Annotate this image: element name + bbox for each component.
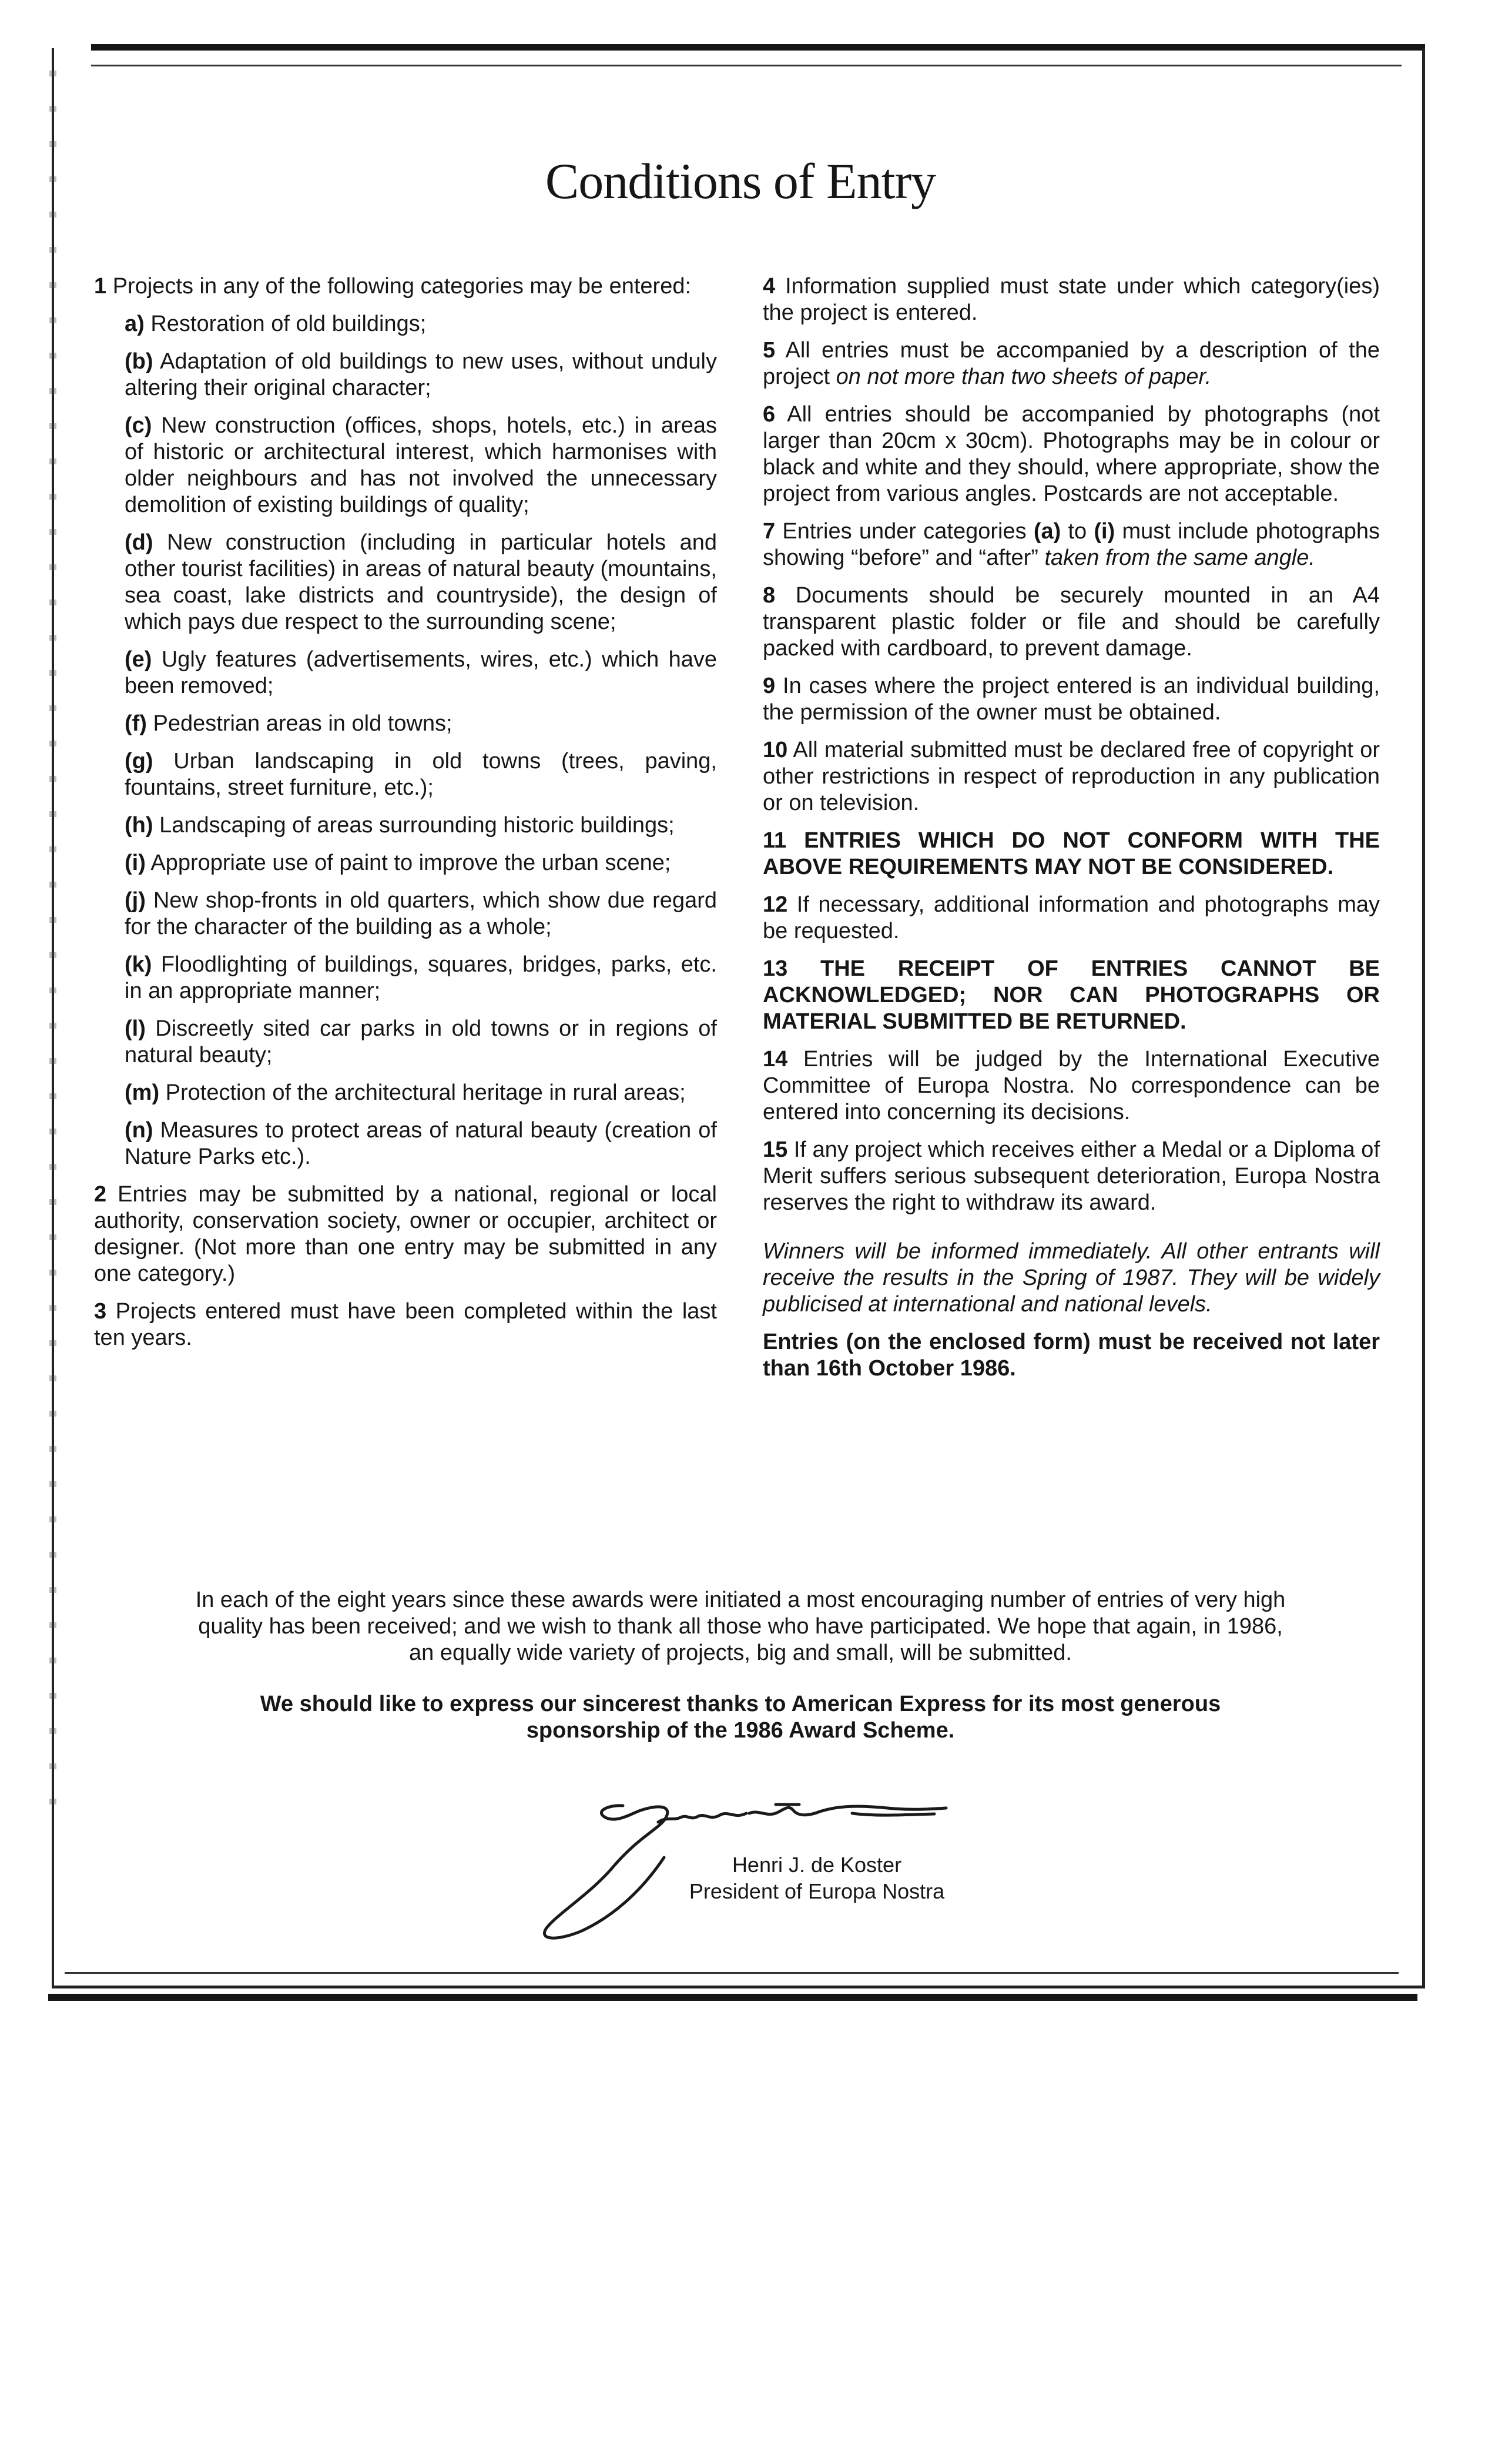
category-j: (j) New shop-fronts in old quarters, which show due regard for the character of the building as a whole; [125,888,717,939]
category-l: (l) Discreetly sited car parks in old towns or in regions of natural beauty; [125,1016,717,1067]
signatory-name: Henri J. de Koster [732,1853,902,1877]
closing-paragraph: In each of the eight years since these awards were initiated a most encouraging number of entries of very high quality has been received; and we wish to thank all those who have participated. We hope that again, in 1986, an equally wide variety of projects, big and small, will be submitted. [195,1588,1286,1665]
condition-4: 4 Information supplied must state under which category(ies) the project is entered. [763,274,1380,325]
category-a: a) Restoration of old buildings; [125,312,427,336]
category-e: (e) Ugly features (advertisements, wires, etc.) which have been removed; [125,647,717,698]
condition-15: 15 If any project which receives either a Medal or a Diploma of Merit suffers serious subsequent deterioration, Europa Nostra reserves the right to withdraw its award. [763,1137,1380,1215]
condition-13: 13 THE RECEIPT OF ENTRIES CANNOT BE ACKNOWLEDGED; NOR CAN PHOTOGRAPHS OR MATERIAL SUBMITTED BE RETURNED. [763,956,1380,1034]
category-f: (f) Pedestrian areas in old towns; [125,711,452,736]
closing-statement [194,1587,1287,1769]
condition-12: 12 If necessary, additional information and photographs may be requested. [763,892,1380,943]
condition-9: 9 In cases where the project entered is an individual building, the permission of the owner must be obtained. [763,674,1380,725]
condition-8: 8 Documents should be securely mounted in an A4 transparent plastic folder or file and should be carefully packed with cardboard, to prevent damage. [763,583,1380,661]
entry-deadline: Entries (on the enclosed form) must be received not later than 16th October 1986. [763,1330,1380,1381]
condition-10: 10 All material submitted must be declared free of copyright or other restrictions in respect of reproduction in any publication or on television. [763,738,1380,815]
category-i: (i) Appropriate use of paint to improve the urban scene; [125,851,671,875]
category-b: (b) Adaptation of old buildings to new uses, without unduly altering their original character; [125,349,717,400]
condition-5: 5 All entries must be accompanied by a description of the project on not more than two sheets of paper. [763,338,1380,389]
scan-margin-marks [49,71,56,1805]
condition-11: 11 ENTRIES WHICH DO NOT CONFORM WITH THE ABOVE REQUIREMENTS MAY NOT BE CONSIDERED. [763,828,1380,879]
condition-7: 7 Entries under categories (a) to (i) must include photographs showing “before” and “after” taken from the same angle. [763,519,1380,570]
condition-3: 3 Projects entered must have been completed within the last ten years. [94,1299,717,1350]
left-column [94,273,717,1362]
signatory-role: President of Europa Nostra [689,1879,945,1903]
category-k: (k) Floodlighting of buildings, squares, bridges, parks, etc. in an appropriate manner; [125,952,717,1003]
bottom-border-rule [48,1994,1417,2001]
page-title: Conditions of Entry [545,153,936,209]
right-column [763,273,1380,1393]
category-n: (n) Measures to protect areas of natural beauty (creation of Nature Parks etc.). [125,1118,717,1169]
condition-1: 1 Projects in any of the following categories may be entered: [94,274,692,299]
condition-6: 6 All entries should be accompanied by photographs (not larger than 20cm x 30cm). Photographs may be in colour or black and white and they should, where appropriate, show the project from various angles. Postcards are not acceptable. [763,402,1380,506]
category-g: (g) Urban landscaping in old towns (trees, paving, fountains, street furniture, etc.); [125,749,717,800]
category-c: (c) New construction (offices, shops, hotels, etc.) in areas of historic or architectural interest, which harmonises with older neighbours and has not involved the unnecessary demolition of existing buildings of quality; [125,413,717,517]
category-d: (d) New construction (including in particular hotels and other tourist facilities) in areas of natural beauty (mountains, sea coast, lake districts and countryside), the design of which pays due respect to the surrounding scene; [125,530,717,634]
bottom-inner-rule [65,1972,1399,1974]
category-h: (h) Landscaping of areas surrounding historic buildings; [125,813,675,838]
signatory-block [670,1852,964,1904]
sponsor-thanks: We should like to express our sincerest thanks to American Express for its most generous sponsorship of the 1986 Award Scheme. [260,1692,1221,1743]
category-m: (m) Protection of the architectural heritage in rural areas; [125,1080,686,1105]
condition-2: 2 Entries may be submitted by a national, regional or local authority, conservation society, owner or occupier, architect or designer. (Not more than one entry may be submitted in any one category.) [94,1182,717,1286]
condition-14: 14 Entries will be judged by the International Executive Committee of Europa Nostra. No correspondence can be entered into concerning its decisions. [763,1047,1380,1124]
winners-notice: Winners will be informed immediately. All other entrants will receive the results in the Spring of 1987. They will be widely publicised at international and national levels. [763,1239,1380,1317]
